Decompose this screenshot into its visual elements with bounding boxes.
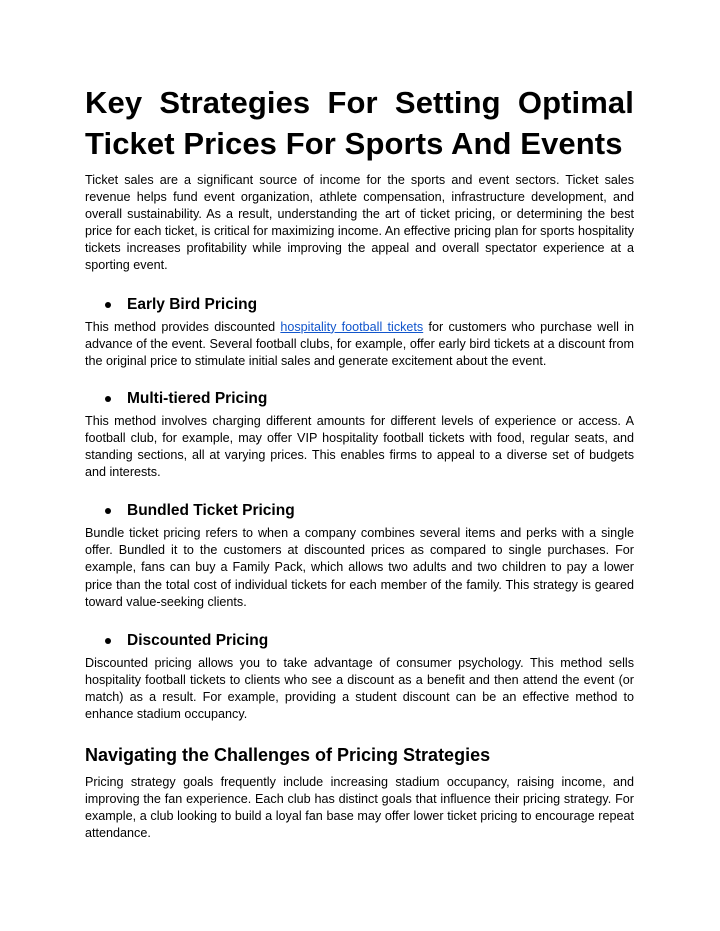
- body-text: This method provides discounted: [85, 319, 281, 334]
- bullet-icon: [105, 302, 111, 308]
- section-heading-early-bird: [85, 295, 634, 315]
- section-body-discounted: Discounted pricing allows you to take advantage of consumer psychology. This method sells hospitality football tickets to clients who see a discount as a benefit and then attend the event (or match) as a result. For example, providing a student discount can be an effective method to enhance stadium occupancy.: [85, 655, 634, 721]
- hospitality-tickets-link[interactable]: hospitality football tickets: [280, 319, 424, 334]
- page-title: [85, 0, 634, 164]
- body-text: for customers who purchase well in advance of the event. Several football clubs, for example, offer early bird tickets at a discount from the original price to stimulate initial sales and generate excitement about the event.: [85, 319, 634, 368]
- document-page: [85, 0, 634, 842]
- intro-paragraph: Ticket sales are a significant source of income for the sports and event sectors. Ticket sales revenue helps fund event organization, athlete compensation, infrastructure development, and overall sustainability. As a result, understanding the art of ticket pricing, or determining the best price for each ticket, is critical for maximizing income. An effective pricing plan for sports hospitality tickets increases profitability while improving the appeal and overall spectator experience at a sporting event.: [85, 173, 634, 273]
- section-heading-text: Multi-tiered Pricing: [127, 389, 268, 407]
- challenges-paragraph: Pricing strategy goals frequently include increasing stadium occupancy, raising income, and improving the fan experience. Each club has distinct goals that influence their pricing strategy. For example, a club looking to build a loyal fan base may offer lower ticket pricing to encourage repeat attendance.: [85, 775, 634, 841]
- bullet-icon: [105, 638, 111, 644]
- section-heading-text: Discounted Pricing: [127, 631, 269, 649]
- section-body-multi-tiered: This method involves charging different amounts for different levels of experience or access. A football club, for example, may offer VIP hospitality football tickets with food, regular seats, and standing sections, all at varying prices. This enables firms to appeal to a diverse set of budgets and interests.: [85, 413, 634, 480]
- section-heading-text: Early Bird Pricing: [127, 295, 258, 313]
- challenges-heading: Navigating the Challenges of Pricing Strategies: [85, 745, 491, 766]
- section-heading-text: Bundled Ticket Pricing: [127, 502, 295, 520]
- page-title-line-2: Ticket Prices For Sports And Events: [85, 126, 623, 161]
- bullet-icon: [105, 396, 111, 402]
- section-body-early-bird: [85, 319, 634, 370]
- section-heading-multi-tiered: [85, 389, 634, 409]
- bullet-icon: [105, 508, 111, 514]
- section-heading-discounted: [85, 631, 634, 651]
- page-title-line-1: Key Strategies For Setting Optimal: [85, 85, 634, 120]
- section-heading-bundled: [85, 501, 634, 521]
- section-body-bundled: Bundle ticket pricing refers to when a company combines several items and perks with a single offer. Bundled it to the customers at discounted prices as compared to single purchases. For example, fans can buy a Family Pack, which allows two adults and two children to pay a lower price than the total cost of individual tickets for each member of the family. This strategy is geared toward value-seeking clients.: [85, 526, 634, 609]
